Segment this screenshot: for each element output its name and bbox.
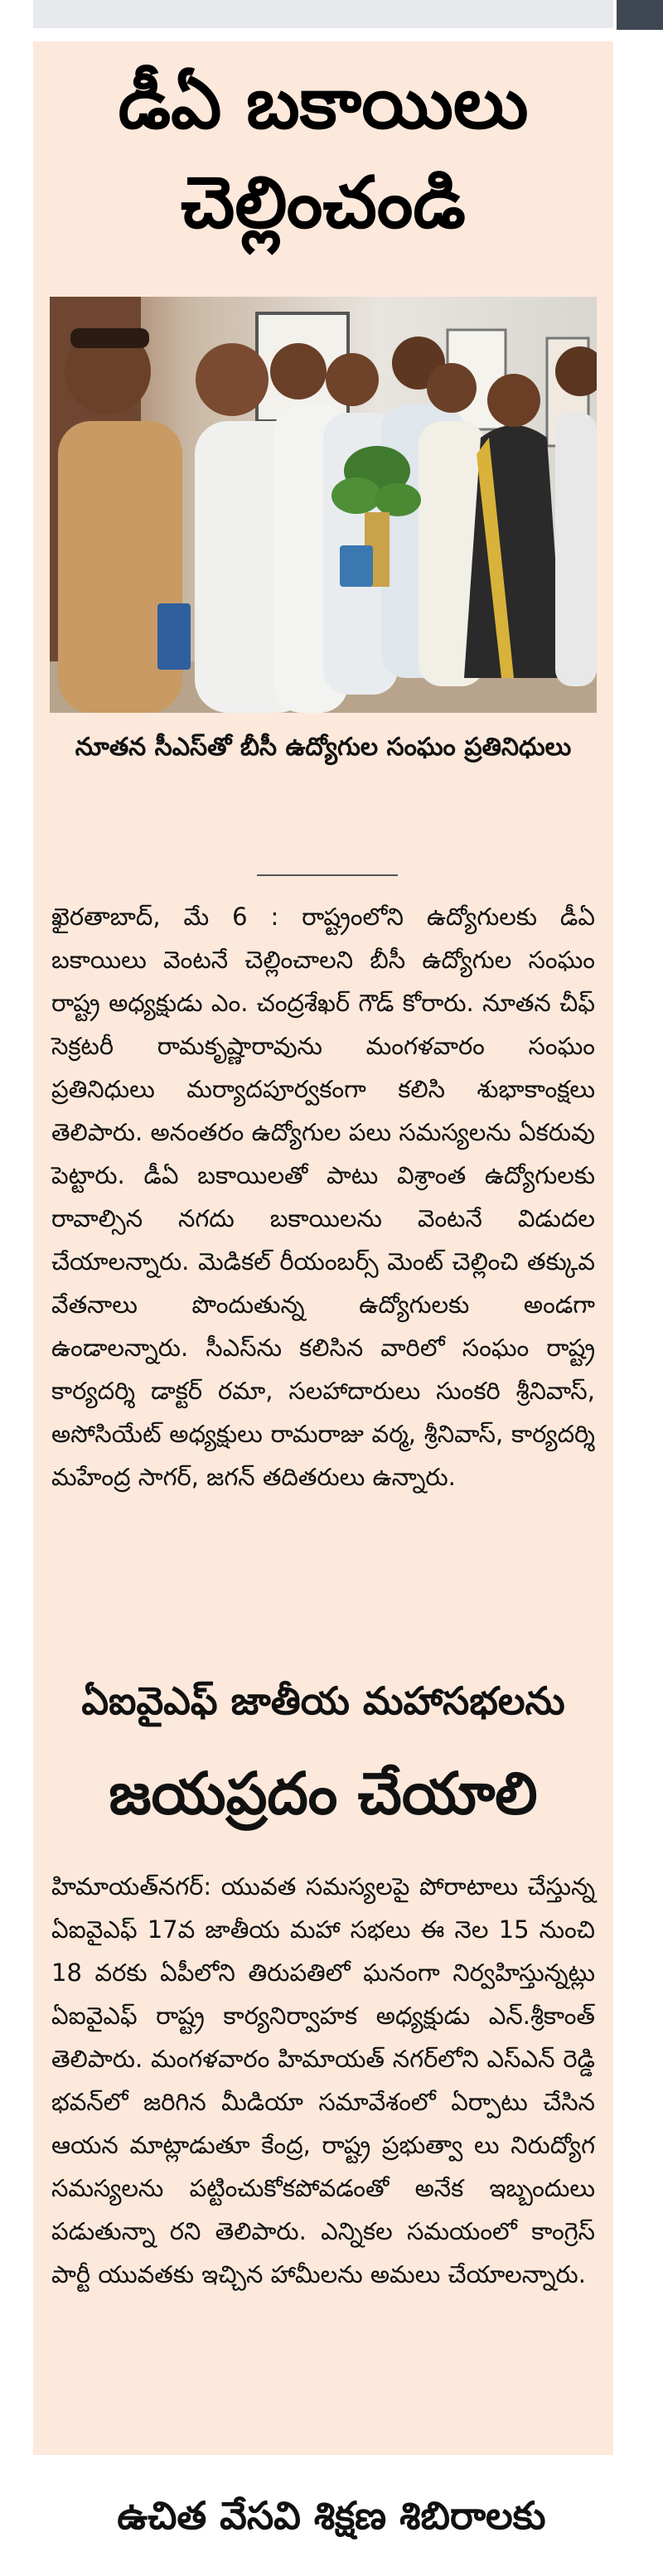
headline-line-1: డీఏ బకాయిలు [118, 62, 529, 145]
article-card [33, 41, 613, 2455]
headline-line-2: చెల్లించండి [181, 162, 466, 245]
top-tab [617, 0, 663, 30]
news-photo-illustration [50, 297, 597, 713]
article2-headline-line-1: ఏఐవైఎఫ్ జాతీయ మహాసభలను [81, 1678, 565, 1723]
next-article-headline: ఉచిత వేసవి శిక్షణ శిబిరాలకు [117, 2493, 546, 2538]
article2-headline-line-2: జయప్రదం చేయాలి [109, 1760, 538, 1828]
top-strip [33, 0, 613, 28]
caption-divider [257, 874, 398, 876]
news-photo [50, 297, 597, 713]
photo-caption: నూతన సీఎస్‌తో బీసీ ఉద్యోగుల సంఘం ప్రతినిధులు [75, 733, 572, 762]
article-body: ఖైరతాబాద్, మే 6 : రాష్ట్రంలోని ఉద్యోగులకు డీఏ బకాయిలు వెంటనే చెల్లించాలని బీసీ ఉద్యోగుల సంఘం రాష్ట్ర అధ్యక్షుడు ఎం. చంద్రశేఖర్ గౌడ్ కోరారు. నూతన చీఫ్ సెక్రటరీ రామకృష్ణారావును మంగళవారం సంఘం ప్రతినిధులు మర్యాదపూర్వకంగా కలిసి శుభాకాంక్షలు తెలిపారు. అనంతరం ఉద్యోగుల పలు సమస్యలను ఏకరువు పెట్టారు. డీఏ బకాయిలతో పాటు విశ్రాంత ఉద్యోగులకు రావాల్సిన నగదు బకాయిలను వెంటనే విడుదల చేయాలన్నారు. మెడికల్ రీయంబర్స్ మెంట్ చెల్లించి తక్కువ వేతనాలు పొందుతున్న ఉద్యోగులకు అండగా ఉండాలన్నారు. సీఎస్‌ను కలిసిన వారిలో సంఘం రాష్ట్ర కార్యదర్శి డాక్టర్ రమా, సలహాదారులు సుంకరి శ్రీనివాస్, అసోసియేట్ అధ్యక్షులు రామరాజు వర్మ, శ్రీనివాస్, కార్యదర్శి మహేంద్ర సాగర్, జగన్ తదితరులు ఉన్నారు. [51, 903, 595, 1491]
article2-body: హిమాయత్‌నగర్: యువత సమస్యలపై పోరాటాలు చేస్తున్న ఏఐవైఎఫ్ 17వ జాతీయ మహా సభలు ఈ నెల 15 నుంచి 18 వరకు ఏపీలోని తిరుపతిలో ఘనంగా నిర్వహిస్తున్నట్లు ఏఐవైఎఫ్ రాష్ట్ర కార్యనిర్వాహక అధ్యక్షుడు ఎన్.శ్రీకాంత్ తెలిపారు. మంగళవారం హిమాయత్ నగర్‌లోని ఎస్ఎన్ రెడ్డి భవన్‌లో జరిగిన మీడియా సమావేశంలో ఏర్పాటు చేసిన ఆయన మాట్లాడుతూ కేంద్ర, రాష్ట్ర ప్రభుత్వా లు నిరుద్యోగ సమస్యలను పట్టించుకోకపోవడంతో అనేక ఇబ్బందులు పడుతున్నా రని తెలిపారు. ఎన్నికల సమయంలో కాంగ్రెస్ పార్టీ యువతకు ఇచ్చిన హామీలను అమలు చేయాలన్నారు. [51, 1872, 595, 2288]
